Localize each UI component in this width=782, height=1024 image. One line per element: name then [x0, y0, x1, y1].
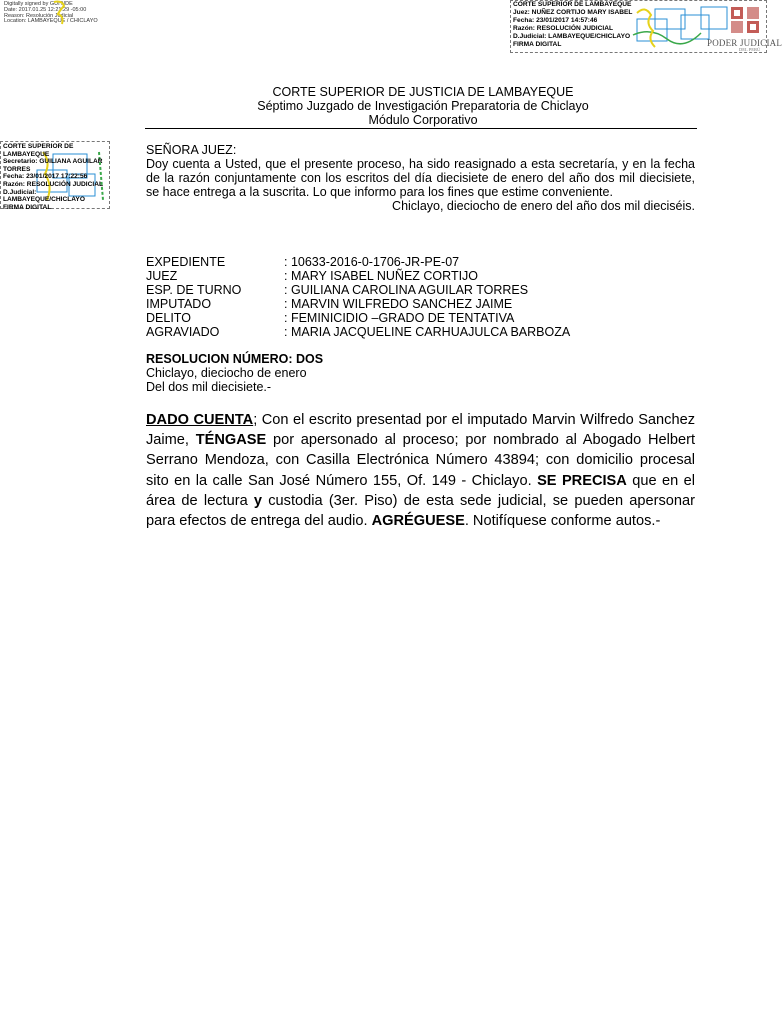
signature-scribble-icon	[50, 0, 72, 26]
judge-signature-stamp	[510, 0, 782, 53]
poder-judicial-sublabel: DEL PERÚ	[739, 47, 761, 52]
poder-judicial-logo-icon	[727, 5, 763, 35]
report-body: Doy cuenta a Usted, que el presente proceso, ha sido reasignado a esta secretaría, y en la fecha de la razón conjuntamente con los escritos del día diecisiete de enero del año dos mil diecisiete, se hace entrega a la suscrita. Lo que informo para los fines que estime conveniente.	[146, 157, 695, 199]
decree-keyword: AGRÉGUESE	[371, 513, 465, 530]
secretary-signature-stamp	[0, 141, 110, 209]
stamp-line: Secretario: GUILIANA AGUILAR	[3, 158, 103, 166]
signature-line: Reason: Resolución Judicial	[4, 12, 74, 19]
decree-text: por apersonado al proceso; por nombrado al Abogado Helbert Serrano Mendoza, con Casilla Electrónica Número 43894; con domicilio procesal sito en la calle San José Número 155, Of. 149 - Chiclayo.	[146, 432, 695, 489]
decree-keyword: y	[253, 492, 263, 509]
case-value: : MARIA JACQUELINE CARHUAJULCA BARBOZA	[284, 325, 571, 339]
stamp-line: LAMBAYEQUE	[3, 150, 50, 158]
case-label: IMPUTADO	[146, 297, 212, 311]
stamp-text	[3, 143, 103, 211]
resolution-place: Chiclayo, dieciocho de enero	[146, 366, 307, 380]
stamp-line: Juez: NUÑEZ CORTIJO MARY ISABEL	[513, 9, 633, 16]
court-module: Módulo Corporativo	[368, 113, 478, 127]
stamp-line: Fecha: 23/01/2017 14:57:46	[513, 17, 598, 24]
case-value: : GUILIANA CAROLINA AGUILAR TORRES	[284, 283, 529, 297]
stamp-line: FIRMA DIGITAL	[3, 203, 52, 211]
case-value: : MARVIN WILFREDO SANCHEZ JAIME	[284, 297, 513, 311]
case-value: : MARY ISABEL NUÑEZ CORTIJO	[284, 269, 479, 283]
stamp-line: CORTE SUPERIOR DE	[3, 143, 74, 150]
stamp-line: Fecha: 23/01/2017 17:22:56	[3, 173, 88, 181]
decree-keyword: SE PRECISA	[537, 472, 627, 489]
decree-keyword: TÉNGASE	[195, 432, 267, 449]
decree-paragraph	[146, 410, 695, 531]
decree-lead: DADO CUENTA	[146, 412, 254, 428]
case-value: : 10633-2016-0-1706-JR-PE-07	[284, 255, 460, 269]
resolution-title: RESOLUCION NÚMERO: DOS	[146, 352, 324, 366]
case-label: ESP. DE TURNO	[146, 283, 242, 297]
decree-text: custodia (3er. Piso) de esta sede judicial, se pueden apersonar para efectos de entrega del audio.	[146, 492, 695, 530]
stamp-line: Razón: RESOLUCIÓN JUDICIAL	[513, 25, 614, 32]
case-label: EXPEDIENTE	[146, 255, 226, 269]
signature-line: Digitally signed by GUI NDE	[4, 1, 73, 7]
stamp-line: LAMBAYEQUE/CHICLAYO	[3, 196, 85, 204]
stamp-line: D.Judicial: LAMBAYEQUE/CHICLAYO	[513, 33, 631, 40]
stamp-line: Razón: RESOLUCIÓN JUDICIAL	[3, 180, 104, 188]
resolution-year: Del dos mil diecisiete.-	[146, 380, 272, 394]
decree-text: . Notifíquese conforme autos.-	[464, 513, 661, 530]
stamp-text	[513, 1, 632, 49]
case-label: JUEZ	[146, 269, 178, 283]
decree-text: que en el área de lectura	[146, 472, 696, 509]
court-division: Séptimo Juzgado de Investigación Preparatoria de Chiclayo	[257, 99, 589, 113]
case-value: : FEMINICIDIO –GRADO DE TENTATIVA	[284, 311, 515, 325]
case-label: AGRAVIADO	[146, 325, 220, 339]
signature-line: Date: 2017.01.25 12:21:29 -05:00	[4, 6, 87, 13]
stamp-line: TORRES	[3, 165, 31, 173]
resolution-block	[146, 352, 323, 394]
report-date: Chiclayo, dieciocho de enero del año dos mil dieciséis.	[392, 199, 695, 213]
signature-line: Location: LAMBAYEQUE / CHICLAYO	[4, 18, 98, 25]
court-name: CORTE SUPERIOR DE JUSTICIA DE LAMBAYEQUE	[272, 85, 574, 99]
report-salutation: SEÑORA JUEZ:	[146, 143, 237, 157]
decree-text: ; Con el escrito presentad por el imputado Marvin Wilfredo Sanchez Jaime,	[146, 412, 695, 449]
stamp-line: CORTE SUPERIOR DE LAMBAYEQUE	[513, 1, 632, 8]
stamp-line: D.Judicial:	[3, 188, 37, 196]
poder-judicial-label: PODER JUDICIAL	[707, 38, 782, 48]
header-divider	[145, 128, 697, 129]
stamp-line: FIRMA DIGITAL	[513, 41, 562, 48]
case-label: DELITO	[146, 311, 191, 325]
